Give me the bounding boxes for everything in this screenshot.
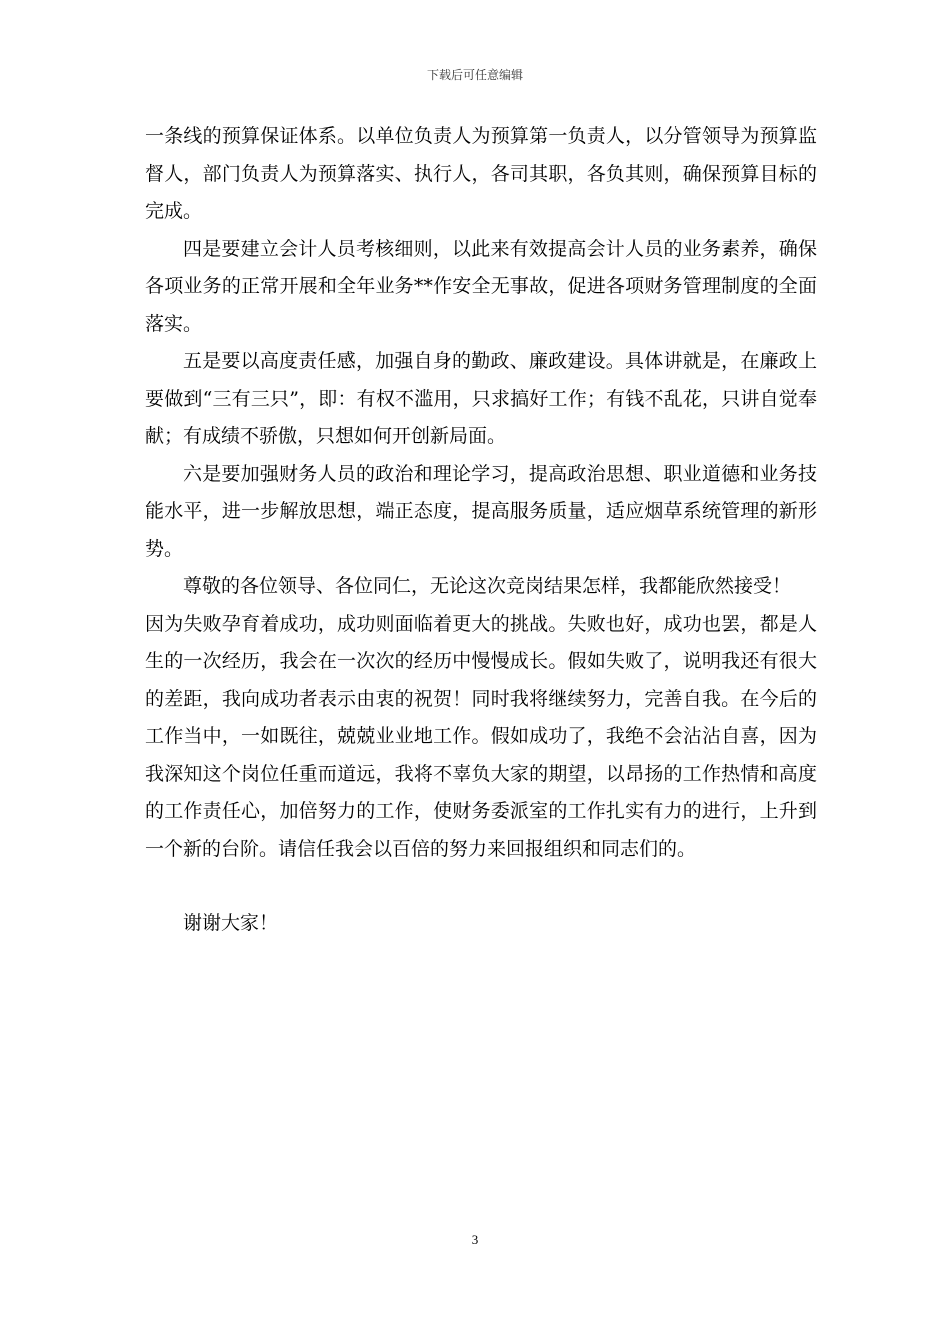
paragraph-point-five: 五是要以高度责任感，加强自身的勤政、廉政建设。具体讲就是，在廉政上要做到“三有三只”，即：有权不滥用，只求搞好工作；有钱不乱花，只讲自觉奉献；有成绩不骄傲，只想如何开创新局面。 — [145, 350, 817, 447]
page-number: 3 — [471, 1232, 479, 1247]
body-text — [145, 118, 817, 868]
paragraph-address: 尊敬的各位领导、各位同仁，无论这次竞岗结果怎样，我都能欣然接受！ — [183, 575, 792, 597]
closing-thanks: 谢谢大家！ — [183, 912, 279, 934]
paragraph-conclusion: 因为失败孕育着成功，成功则面临着更大的挑战。失败也好，成功也罢，都是人生的一次经历，我会在一次次的经历中慢慢成长。假如失败了，说明我还有很大的差距，我向成功者表示由衷的祝贺！同时我将继续努力，完善自我。在今后的工作当中，一如既往，兢兢业业地工作。假如成功了，我绝不会沾沾自喜，因为我深知这个岗位任重而道远，我将不辜负大家的期望，以昂扬的工作热情和高度的工作责任心，加倍努力的工作，使财务委派室的工作扎实有力的进行，上升到一个新的台阶。请信任我会以百倍的努力来回报组织和同志们的。 — [145, 612, 817, 860]
paragraph-point-four: 四是要建立会计人员考核细则，以此来有效提高会计人员的业务素养，确保各项业务的正常开展和全年业务**作安全无事故，促进各项财务管理制度的全面落实。 — [145, 237, 817, 335]
header-note: 下载后可任意编辑 — [426, 68, 523, 82]
paragraph-budget-system: 一条线的预算保证体系。以单位负责人为预算第一负责人，以分管领导为预算监督人，部门负责人为预算落实、执行人，各司其职，各负其则，确保预算目标的完成。 — [145, 125, 817, 222]
paragraph-point-six: 六是要加强财务人员的政治和理论学习，提高政治思想、职业道德和业务技能水平，进一步解放思想，端正态度，提高服务质量，适应烟草系统管理的新形势。 — [145, 462, 817, 560]
